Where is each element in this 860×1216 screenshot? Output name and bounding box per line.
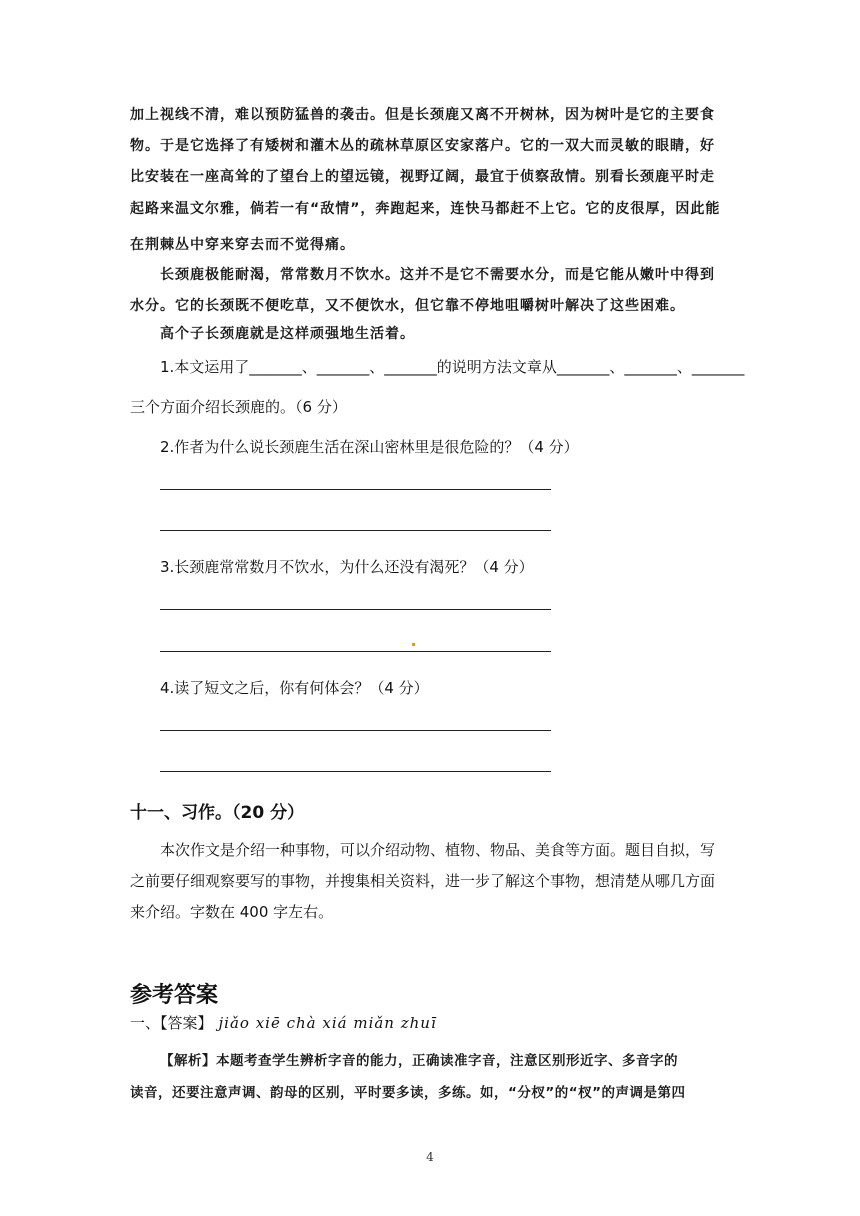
explanation-line: 【解析】本题考查学生辨析字音的能力，正确读准字音，注意区别形近字、多音字的 [160,1053,678,1069]
question-4: 4.读了短文之后，你有何体会？（4 分） [160,679,429,697]
answer-line[interactable] [160,489,551,490]
passage-line: 加上视线不清，难以预防猛兽的袭击。但是长颈鹿又离不开树林，因为树叶是它的主要食 [130,107,715,123]
passage-line: 物。于是它选择了有矮树和灌木丛的疏林草原区安家落户。它的一双大而灵敏的眼睛，好 [130,138,715,154]
passage-line: 比安装在一座高耸的了望台上的望远镜，视野辽阔，最宜于侦察敌情。别看长颈鹿平时走 [130,169,715,185]
passage-line: 高个子长颈鹿就是这样顽强地生活着。 [160,326,415,342]
passage-line: 在荆棘丛中穿来穿去而不觉得痛。 [130,237,355,253]
answer-line[interactable] [160,651,551,652]
question-1: 1.本文运用了_______、_______、_______的说明方法文章从_______、_______、_______ [160,358,745,376]
answer-line[interactable] [160,530,551,531]
reference-answers-title: 参考答案 [130,983,219,1008]
answer-line[interactable] [160,730,551,731]
answer-row [130,1012,437,1033]
answer-line[interactable] [160,609,551,610]
essay-instruction-line: 之前要仔细观察要写的事物，并搜集相关资料，进一步了解这个事物，想清楚从哪几方面 [130,872,716,890]
passage-line: 水分。它的长颈既不便吃草，又不便饮水，但它靠不停地咀嚼树叶解决了这些困难。 [130,298,685,314]
passage-line: 起路来温文尔雅，倘若一有“敌情”，奔跑起来，连快马都赶不上它。它的皮很厚，因此能 [130,201,721,217]
explanation-line: 读音，还要注意声调、韵母的区别，平时要多读，多练。如，“分杈”的“杈”的声调是第四 [130,1085,686,1101]
answer-line[interactable] [160,771,551,772]
answer-pinyin: jiǎo xiē chà xiá miǎn zhuī [218,1014,437,1032]
question-1-continued: 三个方面介绍长颈鹿的。（6 分） [130,398,347,416]
essay-instruction-line: 本次作文是介绍一种事物，可以介绍动物、植物、物品、美食等方面。题目自拟，写 [160,841,716,859]
question-3: 3.长颈鹿常常数月不饮水，为什么还没有渴死？（4 分） [160,558,534,576]
section-title: 十一、习作。（20 分） [130,803,305,823]
mark-dot [412,643,415,646]
page-number: 4 [426,1150,434,1164]
answer-prefix: 一、【答案】 [130,1014,213,1032]
question-2: 2.作者为什么说长颈鹿生活在深山密林里是很危险的？（4 分） [160,438,579,456]
passage-line: 长颈鹿极能耐渴，常常数月不饮水。这并不是它不需要水分，而是它能从嫩叶中得到 [160,267,715,283]
essay-instruction-line: 来介绍。字数在 400 字左右。 [130,903,334,921]
